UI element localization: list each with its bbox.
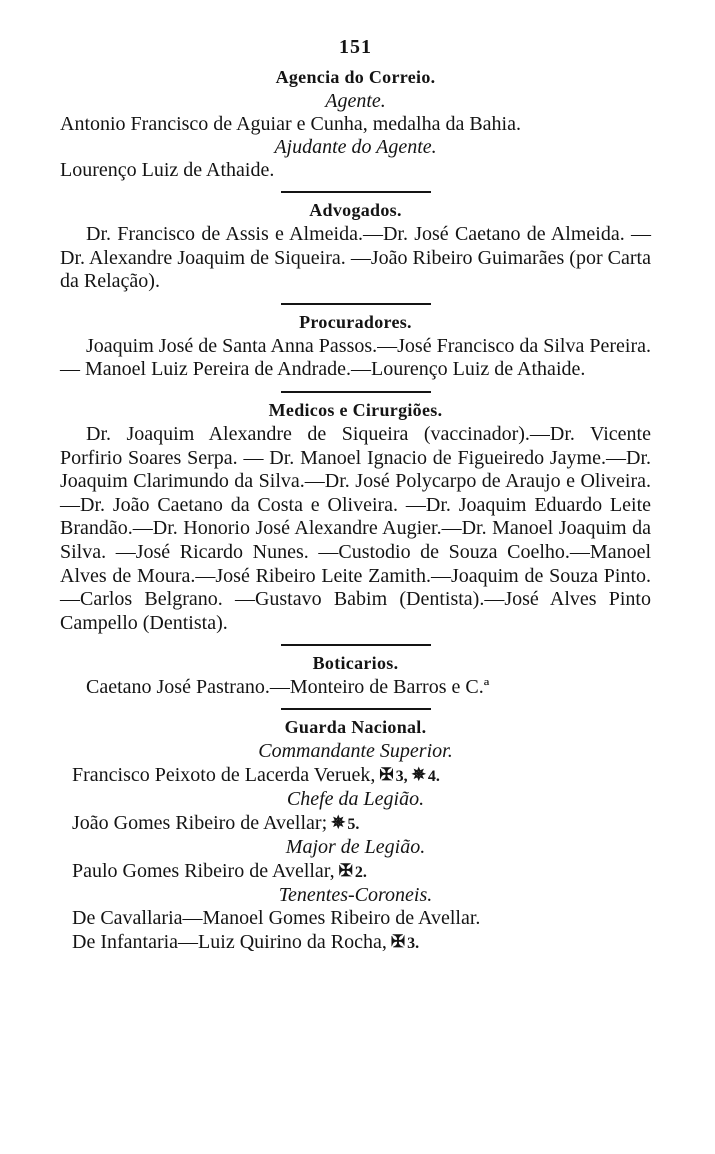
section-title-medicos: Medicos e Cirurgiões. [268, 399, 443, 420]
cross-order-icon: ✠ [379, 765, 394, 785]
assistant-name: Lourenço Luiz de Athaide. [60, 159, 275, 181]
section-divider [281, 391, 431, 393]
commandante-grade-1: 3, [395, 768, 408, 786]
commandante-name: Francisco Peixoto de Lacerda Veruek, [72, 764, 376, 787]
section-divider [281, 191, 431, 193]
chefe-entry [60, 811, 651, 836]
section-divider [281, 644, 431, 646]
cavallaria-entry: De Cavallaria—Manoel Gomes Ribeiro de Avellar. [72, 907, 481, 930]
chefe-grade: 5. [347, 816, 360, 834]
role-major: Major de Legião. [285, 836, 426, 859]
section-divider [281, 303, 431, 305]
page-number: 151 [339, 36, 372, 58]
role-agente: Agente. [325, 90, 386, 112]
commandante-entry [60, 763, 651, 788]
section-title-procuradores: Procuradores. [299, 311, 412, 332]
infantaria-name: De Infantaria—Luiz Quirino da Rocha, [72, 931, 387, 954]
agent-name: Antonio Francisco de Aguiar e Cunha, medalha da Bahia. [60, 113, 521, 135]
chefe-name: João Gomes Ribeiro de Avellar; [72, 812, 328, 835]
infantaria-entry [60, 930, 651, 955]
section-title-guarda: Guarda Nacional. [284, 717, 427, 738]
rose-order-icon: ✵ [331, 813, 346, 833]
medicos-list: Dr. Joaquim Alexandre de Siqueira (vaccinador).—Dr. Vicente Porfirio Soares Serpa. — Dr. Manoel Ignacio de Figueiredo Jayme.—Dr. Joaquim Clarimundo da Silva.—Dr. José Polycarpo de Araujo e Oliveira. —Dr. João Caetano da Costa e Oliveira. —Dr. Joaquim Eduardo Leite Brandão.—Dr. Honorio José Alexandre Augier.—Dr. Manoel Joaquim da Silva. —José Ricardo Nunes. —Custodio de Souza Coelho.—Manoel Alves de Moura.—José Ribeiro Leite Zamith.—Joaquim de Souza Pinto.—Carlos Belgrano. —Gustavo Babim (Dentista).—José Alves Pinto Campello (Dentista). [60, 422, 651, 634]
procuradores-list: Joaquim José de Santa Anna Passos.—José Francisco da Silva Pereira. — Manoel Luiz Pereira de Andrade.—Lourenço Luiz de Athaide. [60, 334, 651, 381]
advogados-list: Dr. Francisco de Assis e Almeida.—Dr. José Caetano de Almeida. — Dr. Alexandre Joaquim de Siqueira. —João Ribeiro Guimarães (por Carta da Relação). [60, 223, 651, 293]
commandante-grade-2: 4. [427, 768, 440, 786]
rose-order-icon: ✵ [411, 765, 426, 785]
section-title-boticarios: Boticarios. [312, 653, 399, 674]
role-tenentes: Tenentes-Coroneis. [278, 884, 433, 907]
major-name: Paulo Gomes Ribeiro de Avellar, [72, 860, 335, 883]
role-chefe: Chefe da Legião. [286, 788, 425, 811]
section-title-advogados: Advogados. [309, 200, 402, 220]
section-divider [281, 708, 431, 710]
cross-order-icon: ✠ [390, 932, 406, 952]
role-ajudante: Ajudante do Agente. [274, 136, 437, 158]
infantaria-grade: 3. [407, 935, 420, 953]
section-title-correio: Agencia do Correio. [275, 67, 436, 87]
role-commandante: Commandante Superior. [258, 740, 453, 763]
boticarios-list: Caetano José Pastrano.—Monteiro de Barros e C.ª [86, 676, 490, 699]
cross-order-icon: ✠ [338, 861, 353, 881]
major-entry [60, 859, 651, 884]
major-grade: 2. [354, 864, 367, 882]
